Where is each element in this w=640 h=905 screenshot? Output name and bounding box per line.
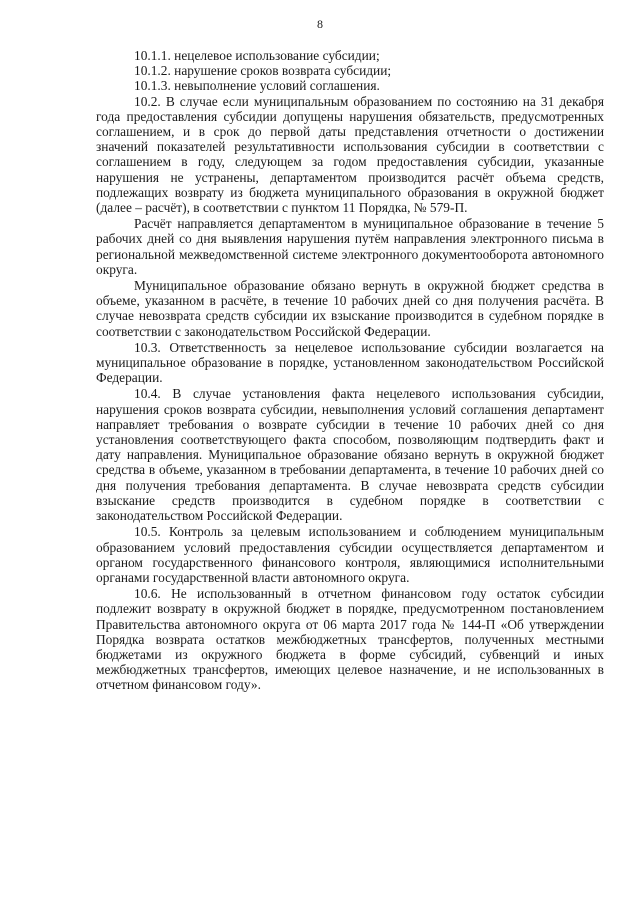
paragraph-10-1-3: 10.1.3. невыполнение условий соглашения. [134,78,380,94]
paragraph-10-1-2: 10.1.2. нарушение сроков возврата субсидии; [134,63,392,79]
paragraph-10-1-1: 10.1.1. нецелевое использование субсидии; [134,48,380,63]
paragraph-10-5: 10.5. Контроль за целевым использованием и соблюдением муниципальным образованием условий предоставления субсидии осуществляется департаментом и органом государственного финансового контроля, являющимися исполнительными органами государственной власти автономного округа. [96,524,604,585]
document-body [96,48,604,693]
paragraph-10-6: 10.6. Не использованный в отчетном финансовом году остаток субсидии подлежит возврату в окружной бюджет в порядке, предусмотренном постановлением Правительства автономного округа от 06 марта 2017 года № 144-П «Об утверждении Порядка возврата остатков межбюджетных трансфертов, полученных местными бюджетами из окружного бюджета в форме субсидий, субвенций и иных межбюджетных трансфертов, имеющих целевое назначение, и не использованных в отчетном финансовом году». [96,586,604,693]
paragraph-10-4: 10.4. В случае установления факта нецелевого использования субсидии, нарушения сроков возврата субсидии, невыполнения условий соглашения департамент направляет требования о возврате субсидии в течение 10 рабочих дней со дня установления соответствующего факта способом, позволяющим подтвердить факт и дату направления. Муниципальное образование обязано вернуть в окружной бюджет средства в объеме, указанном в требовании департамента, в течение 10 рабочих дней со дня получения требования департамента. В случае невозврата средств субсидии взыскание средств производится в судебном порядке в соответствии с законодательством Российской Федерации. [96,386,604,524]
paragraph-return-obligation: Муниципальное образование обязано вернуть в окружной бюджет средства в объеме, указанном в расчёте, в течение 10 рабочих дней со дня получения расчёта. В случае невозврата средств субсидии их взыскание производится в судебном порядке в соответствии с законодательством Российской Федерации. [96,278,604,339]
paragraph-10-3: 10.3. Ответственность за нецелевое использование субсидии возлагается на муниципальное образование в порядке, установленном законодательством Российской Федерации. [96,339,604,386]
paragraph-calculation-sent: Расчёт направляется департаментом в муниципальное образование в течение 5 рабочих дней со дня выявления нарушения путём направления электронного письма в региональной межведомственной системе электронного документооборота автономного округа. [96,216,604,277]
paragraph-10-2: 10.2. В случае если муниципальным образованием по состоянию на 31 декабря года предоставления субсидии допущены нарушения обязательств, предусмотренных соглашением, и в срок до первой даты представления отчетности о достижении значений показателей результативности использования субсидии в соответствии с соглашением в году, следующем за годом предоставления субсидии, указанные нарушения не устранены, департаментом производится расчёт объема средств, подлежащих возврату из бюджета муниципального образования в окружной бюджет (далее – расчёт), в соответствии с пунктом 11 Порядка, № 579-П. [96,93,604,216]
page-number: 8 [317,17,323,31]
